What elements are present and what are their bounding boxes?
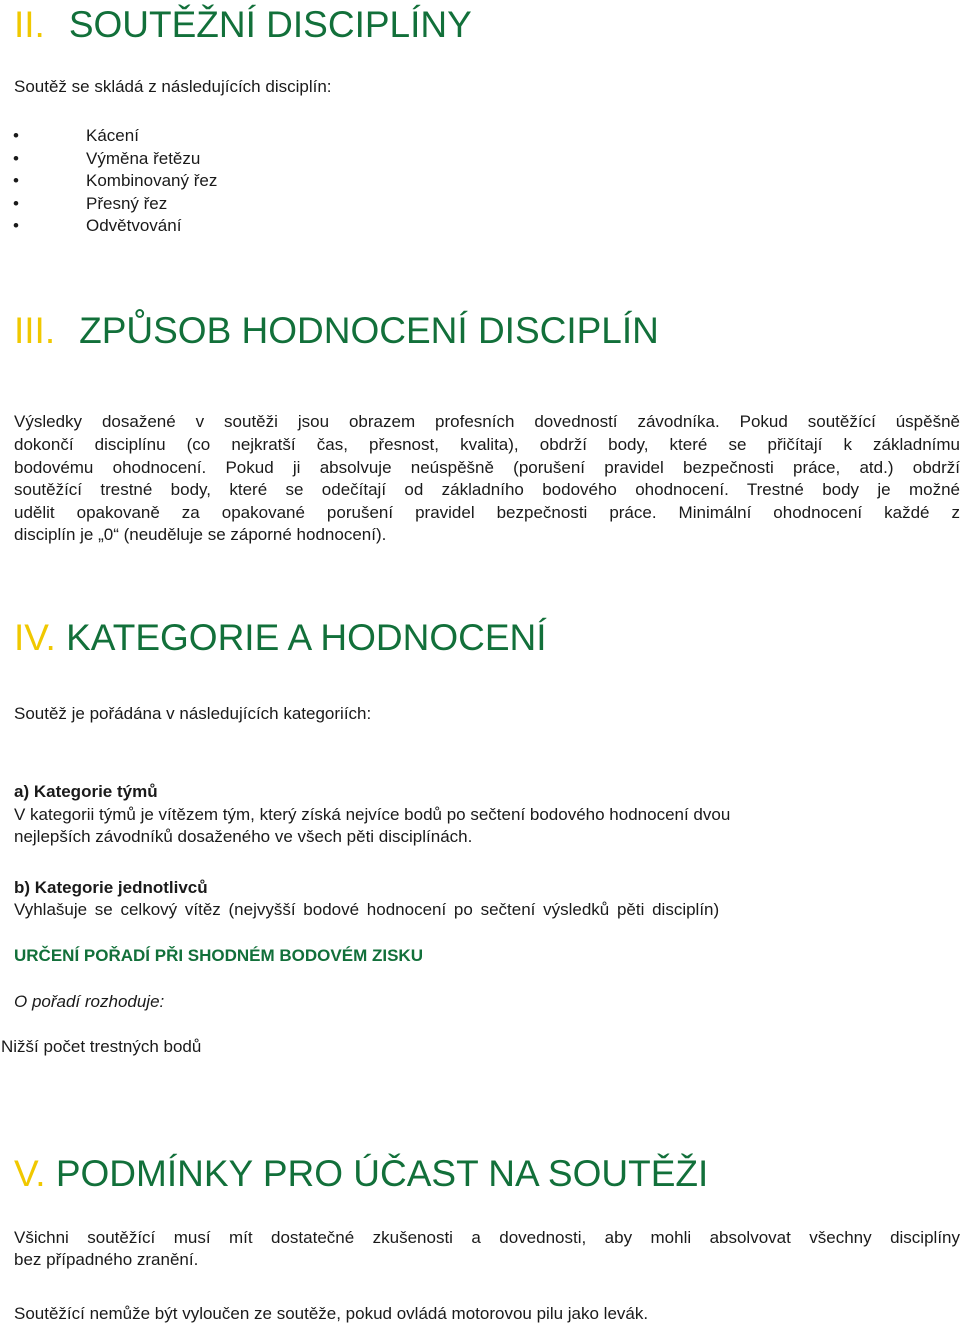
discipline-list (0, 125, 217, 238)
bullet-icon: • (13, 193, 19, 213)
section-title: SOUTĚŽNÍ DISCIPLÍNY (68, 4, 472, 45)
conditions-line: bez případného zranění. (14, 1250, 199, 1269)
section-heading-5 (14, 1152, 708, 1196)
section-number: V. (14, 1153, 46, 1194)
category-a-title: a) Kategorie týmů (14, 782, 158, 801)
section-number: III. (14, 310, 56, 351)
bullet-icon: • (13, 126, 19, 145)
bullet-icon: • (13, 216, 19, 235)
bullet-icon: • (13, 171, 19, 190)
conditions-line: Všichni soutěžící musí mít dostatečné zkušenosti a dovednosti, aby mohli absolvovat všechny disciplíny (14, 1228, 960, 1247)
evaluation-line: udělit opakovaně za opakované porušení pravidel bezpečnosti práce. Minimální ohodnocení každé z (14, 503, 960, 522)
category-a-line: V kategorii týmů je vítězem tým, který získá nejvíce bodů po sečtení bodového hodnocení dvou (14, 805, 731, 824)
disciplines-intro: Soutěž se skládá z následujících disciplín: (14, 77, 332, 96)
list-item: • Kácení (0, 125, 217, 148)
categories-intro: Soutěž je pořádána v následujících kategoriích: (14, 704, 372, 723)
list-item: • Odvětvování (0, 215, 217, 238)
bullet-icon: • (13, 148, 19, 168)
category-a-line: nejlepších závodníků dosaženého ve všech pěti disciplínách. (14, 827, 473, 846)
section-title: KATEGORIE A HODNOCENÍ (66, 617, 547, 658)
category-b-line: Vyhlašuje se celkový vítěz (nejvyšší bodové hodnocení po sečtení výsledků pěti disciplín) (14, 900, 720, 919)
category-b-title: b) Kategorie jednotlivců (14, 878, 208, 897)
list-item: • Kombinovaný řez (0, 170, 217, 193)
tie-break-intro: O pořadí rozhoduje: (14, 992, 165, 1011)
evaluation-line: dokončí disciplínu (co nejkratší čas, přesnost, kvalita), obdrží body, které se přičítají k základnímu (14, 435, 960, 454)
section-number: IV. (14, 617, 56, 658)
section-heading-2 (14, 3, 472, 47)
list-item: • Výměna řetězu (0, 148, 217, 171)
left-handed-note: Soutěžící nemůže být vyloučen ze soutěže, pokud ovládá motorovou pilu jako levák. (14, 1304, 649, 1323)
evaluation-line: Výsledky dosažené v soutěži jsou obrazem profesních dovedností závodníka. Pokud soutěžící úspěšně (14, 412, 960, 431)
section-title: ZPŮSOB HODNOCENÍ DISCIPLÍN (79, 310, 659, 351)
tie-break-rule: Nižší počet trestných bodů (1, 1037, 202, 1056)
section-title: PODMÍNKY PRO ÚČAST NA SOUTĚŽI (55, 1153, 709, 1194)
tie-break-heading: URČENÍ POŘADÍ PŘI SHODNÉM BODOVÉM ZISKU (14, 946, 423, 965)
evaluation-line: bodovému ohodnocení. Pokud ji absolvuje neúspěšně (porušení pravidel bezpečnosti práce, atd.) obdrží (14, 458, 960, 477)
section-heading-3 (14, 309, 659, 353)
section-number: II. (14, 4, 45, 45)
evaluation-line: disciplín je „0“ (neuděluje se záporné hodnocení). (14, 525, 387, 544)
section-heading-4 (14, 616, 547, 660)
evaluation-line: soutěžící trestné body, které se odečítají od základního bodového ohodnocení. Trestné body je možné (14, 480, 960, 499)
list-item: • Přesný řez (0, 193, 217, 216)
